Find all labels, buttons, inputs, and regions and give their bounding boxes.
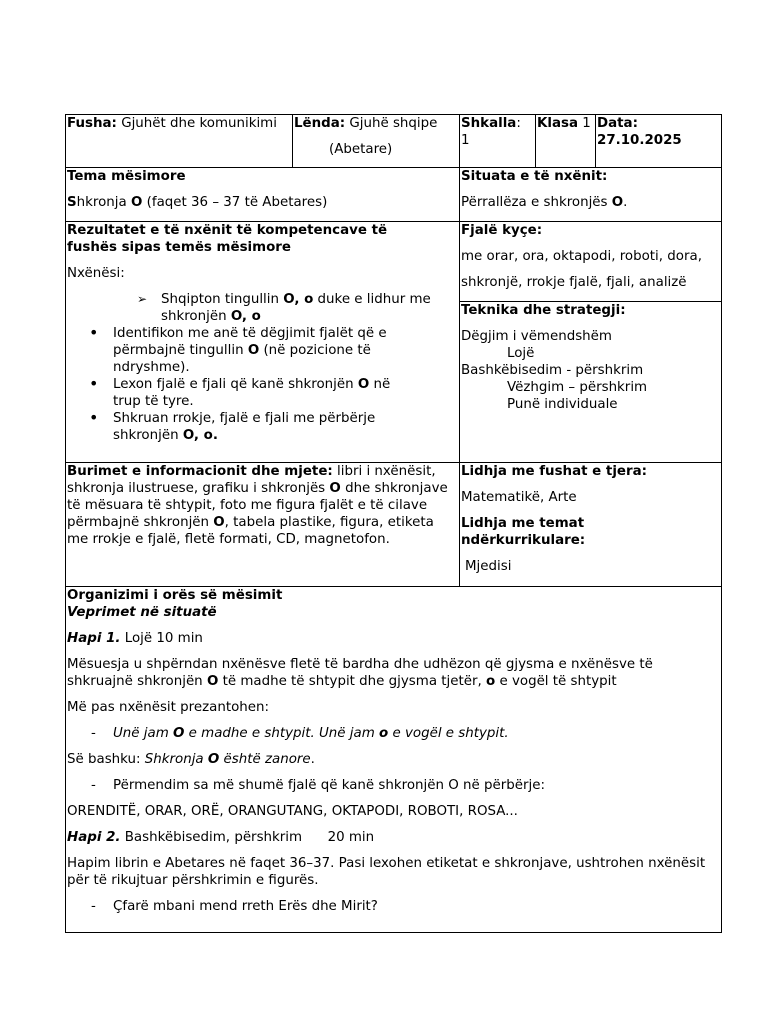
- item-bold: O: [357, 377, 370, 392]
- rezultatet-cell: [65, 221, 460, 463]
- arrow-item-text-1: Shqipton tingullin: [161, 292, 284, 307]
- burimet-text-1: libri i nxënësit, shkronja ilustruese, grafiku i shkronjës: [67, 464, 436, 496]
- lenda-cell: [292, 114, 460, 168]
- organizimi-label: Organizimi i orës së mësimit: [67, 588, 283, 603]
- lenda-sub: (Abetare): [329, 142, 393, 157]
- item-bold: O, o.: [182, 428, 218, 443]
- teknika-item: Dëgjim i vëmendshëm: [461, 329, 612, 344]
- list-item: [67, 725, 720, 742]
- li1-text-2: e madhe e shtypit. Unë jam: [184, 726, 380, 741]
- hapi1-label: Hapi 1.: [67, 631, 121, 646]
- shkalla-cell: [459, 114, 536, 168]
- lidhja-temat-value: Mjedisi: [465, 559, 512, 574]
- burimet-text-2: dhe shkronjave të mësuara të shtypit, foto me figura fjalët e të cilave përmbajnë shkronjën: [67, 481, 448, 530]
- situata-label: Situata e të nxënit:: [461, 169, 608, 184]
- p3-end: .: [310, 752, 315, 767]
- teknika-item: Punë individuale: [507, 397, 618, 412]
- paragraph-4: Hapim librin e Abetares në faqet 36–37. Pasi lexohen etiketat e shkronjave, ushtrohen nxënësit për të rikujtuar përshkrimin e figurës.: [67, 856, 706, 888]
- lidhja-fushat-label: Lidhja me fushat e tjera:: [461, 464, 647, 479]
- situata-cell: [459, 167, 722, 222]
- words-list: ORENDITË, ORAR, ORË, ORANGUTANG, OKTAPODI, ROBOTI, ROSA...: [67, 804, 518, 819]
- teknika-label: Teknika dhe strategji:: [461, 303, 626, 318]
- fjale-kyce-line2: shkronjë, rrokje fjalë, fjali, analizë: [461, 275, 687, 290]
- burimet-text: [67, 463, 458, 548]
- data-label: Data:: [597, 116, 638, 131]
- list-item: [67, 376, 407, 410]
- p3-text: Së bashku:: [67, 752, 145, 767]
- klasa-label: Klasa: [537, 116, 579, 131]
- fusha-label: Fusha:: [67, 116, 117, 131]
- hapi2-label: Hapi 2.: [67, 830, 121, 845]
- data-cell: [595, 114, 722, 168]
- klasa-value: 1: [582, 116, 591, 131]
- paragraph-1: [67, 656, 720, 690]
- list-item: [67, 410, 407, 444]
- lidhja-cell: [459, 462, 722, 587]
- fusha-value: Gjuhët dhe komunikimi: [121, 116, 277, 131]
- teknika-cell: [459, 301, 722, 463]
- shkalla-label: Shkalla: [461, 116, 517, 131]
- shkalla-colon: :: [516, 116, 521, 131]
- arrow-item-bold-1: O, o: [283, 292, 314, 307]
- burimet-bold-1: O: [329, 481, 341, 496]
- tema-cell: [65, 167, 460, 222]
- p3-italic-2: është zanore: [219, 752, 311, 767]
- arrow-item-bold-2: O, o: [230, 309, 261, 324]
- fjale-kyce-cell: [459, 221, 722, 302]
- data-value: 27.10.2025: [597, 133, 682, 148]
- p1-text-2: të madhe të shtypit dhe gjysma tjetër,: [218, 674, 486, 689]
- item-text: Lexon fjalë e fjali që kanë shkronjën: [113, 377, 358, 392]
- hapi1: [67, 630, 720, 647]
- tema-text-1: hkronja: [76, 195, 131, 210]
- lidhja-temat-label: Lidhja me temat ndërkurrikulare:: [461, 516, 586, 548]
- p3-bold: O: [207, 752, 220, 767]
- p1-text-1: Mësuesja u shpërndan nxënësve fletë të bardha dhe udhëzon që gjysma e nxënësve të shkruajnë shkronjën: [67, 657, 653, 689]
- tema-first-letter: S: [67, 195, 77, 210]
- p1-bold-2: o: [486, 674, 496, 689]
- organizimi-cell: [65, 586, 722, 933]
- tema-letter: O: [130, 195, 143, 210]
- item-text: (në pozicione të ndryshme).: [113, 343, 371, 375]
- li1-text-3: e vogël e shtypit.: [388, 726, 509, 741]
- list-item: [67, 325, 407, 376]
- fusha-cell: [65, 114, 293, 168]
- item-text: Identifikon me anë të dëgjimit fjalët që e përmbajnë tingullin: [113, 326, 387, 358]
- rezultatet-label: Rezultatet e të nxënit të kompetencave të fushës sipas temës mësimore: [67, 223, 388, 255]
- item-text: Shkruan rrokje, fjalë e fjali me përbërje shkronjën: [113, 411, 376, 443]
- klasa-cell: [535, 114, 596, 168]
- burimet-bold-2: O: [213, 515, 225, 530]
- li1-bold-2: o: [379, 726, 389, 741]
- list-item: [67, 291, 458, 325]
- organizimi-subtitle: Veprimet në situatë: [67, 605, 217, 620]
- lenda-label: Lënda:: [294, 116, 346, 131]
- fjale-kyce-label: Fjalë kyçe:: [461, 223, 543, 238]
- teknika-item: Vëzhgim – përshkrim: [507, 380, 648, 395]
- hapi1-text: Lojë 10 min: [120, 631, 203, 646]
- lidhja-fushat-value: Matematikë, Arte: [461, 490, 577, 505]
- p3-italic-1: Shkronja: [144, 752, 208, 767]
- situata-text-main: Përrallëza e shkronjës: [461, 195, 612, 210]
- list-item: - Çfarë mbani mend rreth Erës dhe Mirit?: [67, 898, 720, 915]
- tema-text: [67, 194, 458, 211]
- lenda-value: Gjuhë shqipe: [349, 116, 438, 131]
- item-bold: O: [247, 343, 260, 358]
- burimet-cell: [65, 462, 460, 587]
- situata-text: [461, 194, 720, 211]
- teknika-item: Lojë: [507, 346, 535, 361]
- nxenesi-label: Nxënësi:: [67, 266, 125, 281]
- situata-letter: O: [611, 195, 624, 210]
- li1-bold-1: O: [173, 726, 185, 741]
- item-text: në trup të tyre.: [113, 377, 391, 409]
- burimet-label: Burimet e informacionit dhe mjete:: [67, 464, 333, 479]
- hapi2-text: Bashkëbisedim, përshkrim 20 min: [120, 830, 375, 845]
- arrow-item-text-2: duke e lidhur me shkronjën: [161, 292, 431, 324]
- paragraph-3: [67, 751, 720, 768]
- p1-text-3: e vogël të shtypit: [495, 674, 617, 689]
- fjale-kyce-line1: me orar, ora, oktapodi, roboti, dora,: [461, 249, 702, 264]
- teknika-item: Bashkëbisedim - përshkrim: [461, 363, 644, 378]
- hapi2: [67, 829, 720, 846]
- situata-end: .: [623, 195, 628, 210]
- tema-label: Tema mësimore: [67, 169, 186, 184]
- tema-text-2: (faqet 36 – 37 të Abetares): [142, 195, 328, 210]
- burimet-text-3: , tabela plastike, figura, etiketa me rrokje e fjalë, fletë formati, CD, magnetofon.: [67, 515, 434, 547]
- shkalla-value: 1: [461, 133, 470, 148]
- li1-text-1: Unë jam: [113, 726, 174, 741]
- list-item: - Përmendim sa më shumë fjalë që kanë shkronjën O në përbërje:: [67, 777, 720, 794]
- paragraph-2: Më pas nxënësit prezantohen:: [67, 700, 269, 715]
- p1-bold-1: O: [206, 674, 219, 689]
